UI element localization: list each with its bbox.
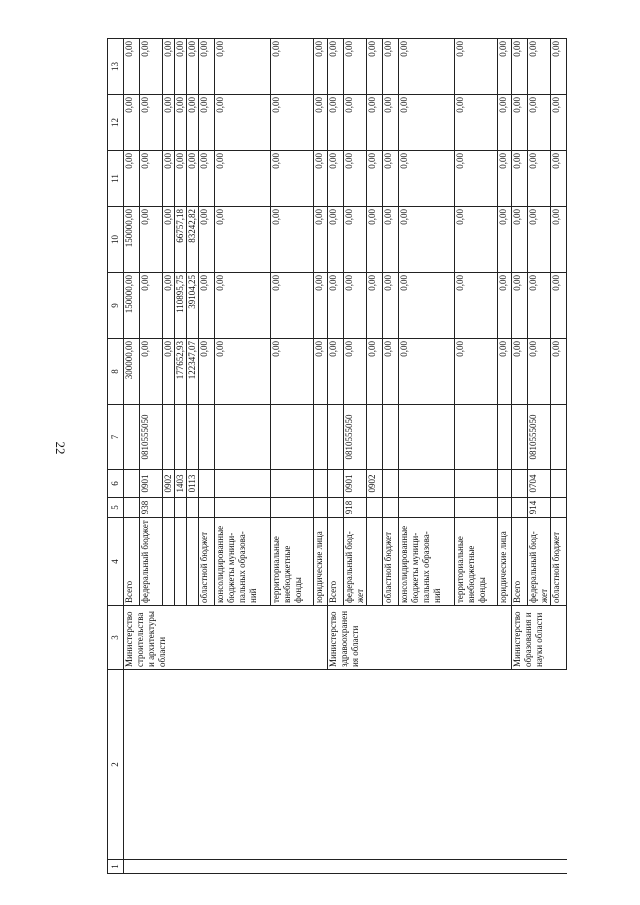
value-cell-v9: 0,00 (367, 273, 383, 339)
value-cell-v10: 0,00 (215, 207, 271, 273)
ministry-cell: Министерство здравоохранения области (328, 606, 512, 670)
value-cell-v9: 0,00 (328, 273, 344, 339)
rz-cell (498, 470, 512, 498)
rz-cell: 0704 (528, 470, 551, 498)
rz-cell: 0901 (344, 470, 367, 498)
grbs-cell (175, 498, 187, 518)
value-cell-v13: 0,00 (344, 39, 367, 95)
col-number: 7 (108, 405, 124, 470)
rz-cell: 0901 (140, 470, 163, 498)
csr-cell (124, 405, 140, 470)
value-cell-v9: 0,00 (455, 273, 498, 339)
value-cell-v12: 0,00 (199, 95, 215, 151)
value-cell-v8: 0,00 (344, 339, 367, 405)
value-cell-v12: 0,00 (498, 95, 512, 151)
value-cell-v9: 0,00 (551, 273, 567, 339)
value-cell-v12: 0,00 (344, 95, 367, 151)
value-cell-v11: 0,00 (383, 151, 399, 207)
source-cell: федеральный бюд-жет (344, 518, 367, 606)
value-cell-v12: 0,00 (314, 95, 328, 151)
value-cell-v11: 0,00 (344, 151, 367, 207)
rz-cell (399, 470, 455, 498)
col-2-cell (124, 670, 567, 860)
value-cell-v11: 0,00 (551, 151, 567, 207)
value-cell-v12: 0,00 (124, 95, 140, 151)
value-cell-v13: 0,00 (199, 39, 215, 95)
value-cell-v12: 0,00 (512, 95, 528, 151)
value-cell-v8: 0,00 (551, 339, 567, 405)
csr-cell (367, 405, 383, 470)
csr-cell: 0810555050 (140, 405, 163, 470)
value-cell-v13: 0,00 (163, 39, 175, 95)
col-number: 6 (108, 470, 124, 498)
grbs-cell (314, 498, 328, 518)
value-cell-v10: 0,00 (163, 207, 175, 273)
csr-cell (328, 405, 344, 470)
source-cell (367, 518, 383, 606)
value-cell-v11: 0,00 (271, 151, 314, 207)
csr-cell: 0810555050 (344, 405, 367, 470)
grbs-cell (199, 498, 215, 518)
grbs-cell (328, 498, 344, 518)
source-cell: юридические лица (498, 518, 512, 606)
value-cell-v8: 0,00 (271, 339, 314, 405)
value-cell-v11: 0,00 (512, 151, 528, 207)
source-cell (187, 518, 199, 606)
grbs-cell (163, 498, 175, 518)
col-number: 2 (108, 670, 124, 860)
page-number: 22 (53, 441, 68, 455)
value-cell-v12: 0,00 (328, 95, 344, 151)
csr-cell (314, 405, 328, 470)
source-cell: областной бюджет (551, 518, 567, 606)
value-cell-v8: 0,00 (199, 339, 215, 405)
value-cell-v13: 0,00 (383, 39, 399, 95)
value-cell-v10: 0,00 (528, 207, 551, 273)
grbs-cell (215, 498, 271, 518)
value-cell-v10: 0,00 (199, 207, 215, 273)
value-cell-v13: 0,00 (215, 39, 271, 95)
source-cell: Всего (328, 518, 344, 606)
source-cell: федеральный бюджет (140, 518, 163, 606)
rz-cell (199, 470, 215, 498)
value-cell-v8: 0,00 (383, 339, 399, 405)
value-cell-v11: 0,00 (163, 151, 175, 207)
value-cell-v8: 300000,00 (124, 339, 140, 405)
csr-cell (383, 405, 399, 470)
source-cell: федеральный бюд-жет (528, 518, 551, 606)
value-cell-v13: 0,00 (124, 39, 140, 95)
value-cell-v12: 0,00 (528, 95, 551, 151)
value-cell-v8: 0,00 (314, 339, 328, 405)
table-row (124, 39, 140, 874)
csr-cell (551, 405, 567, 470)
source-cell: областной бюджет (199, 518, 215, 606)
table-viewport (107, 39, 561, 874)
value-cell-v10: 0,00 (367, 207, 383, 273)
value-cell-v8: 0,00 (163, 339, 175, 405)
grbs-cell (367, 498, 383, 518)
value-cell-v12: 0,00 (399, 95, 455, 151)
csr-cell (175, 405, 187, 470)
source-cell: территориальные внебюджетные фонды (271, 518, 314, 606)
source-cell (163, 518, 175, 606)
col-number: 3 (108, 606, 124, 670)
value-cell-v10: 0,00 (512, 207, 528, 273)
rz-cell (215, 470, 271, 498)
value-cell-v10: 0,00 (383, 207, 399, 273)
value-cell-v10: 0,00 (399, 207, 455, 273)
grbs-cell (271, 498, 314, 518)
value-cell-v13: 0,00 (140, 39, 163, 95)
grbs-cell (383, 498, 399, 518)
col-number: 11 (108, 151, 124, 207)
csr-cell (163, 405, 175, 470)
value-cell-v9: 39104,25 (187, 273, 199, 339)
csr-cell (187, 405, 199, 470)
table-body (108, 39, 567, 874)
rz-cell (124, 470, 140, 498)
value-cell-v10: 0,00 (328, 207, 344, 273)
value-cell-v12: 0,00 (140, 95, 163, 151)
source-cell: территориальные внебюджетные фонды (455, 518, 498, 606)
value-cell-v8: 0,00 (399, 339, 455, 405)
grbs-cell: 938 (140, 498, 163, 518)
value-cell-v9: 0,00 (163, 273, 175, 339)
value-cell-v13: 0,00 (455, 39, 498, 95)
value-cell-v11: 0,00 (498, 151, 512, 207)
grbs-cell (498, 498, 512, 518)
rz-cell: 0113 (187, 470, 199, 498)
value-cell-v12: 0,00 (163, 95, 175, 151)
col-number: 12 (108, 95, 124, 151)
value-cell-v12: 0,00 (187, 95, 199, 151)
source-cell: областной бюджет (383, 518, 399, 606)
value-cell-v12: 0,00 (367, 95, 383, 151)
col-number: 4 (108, 518, 124, 606)
value-cell-v11: 0,00 (328, 151, 344, 207)
value-cell-v12: 0,00 (215, 95, 271, 151)
value-cell-v10: 0,00 (551, 207, 567, 273)
rz-cell (455, 470, 498, 498)
value-cell-v13: 0,00 (551, 39, 567, 95)
value-cell-v13: 0,00 (528, 39, 551, 95)
column-number-row (108, 39, 124, 874)
csr-cell (399, 405, 455, 470)
source-cell: Всего (124, 518, 140, 606)
value-cell-v9: 0,00 (215, 273, 271, 339)
budget-table (107, 38, 567, 874)
csr-cell (512, 405, 528, 470)
value-cell-v10: 0,00 (140, 207, 163, 273)
grbs-cell (455, 498, 498, 518)
value-cell-v8: 0,00 (498, 339, 512, 405)
col-1-cell (124, 860, 567, 874)
value-cell-v10: 83242,82 (187, 207, 199, 273)
csr-cell: 0810555050 (528, 405, 551, 470)
value-cell-v13: 0,00 (314, 39, 328, 95)
value-cell-v9: 0,00 (498, 273, 512, 339)
grbs-cell (512, 498, 528, 518)
value-cell-v12: 0,00 (455, 95, 498, 151)
col-number: 9 (108, 273, 124, 339)
grbs-cell (187, 498, 199, 518)
value-cell-v11: 0,00 (140, 151, 163, 207)
csr-cell (199, 405, 215, 470)
value-cell-v9: 0,00 (344, 273, 367, 339)
col-number: 5 (108, 498, 124, 518)
grbs-cell: 914 (528, 498, 551, 518)
value-cell-v13: 0,00 (271, 39, 314, 95)
value-cell-v13: 0,00 (187, 39, 199, 95)
value-cell-v11: 0,00 (215, 151, 271, 207)
value-cell-v11: 0,00 (175, 151, 187, 207)
rz-cell: 0902 (367, 470, 383, 498)
rotated-table-container (107, 39, 561, 874)
rz-cell (314, 470, 328, 498)
value-cell-v9: 110895,75 (175, 273, 187, 339)
value-cell-v13: 0,00 (367, 39, 383, 95)
csr-cell (498, 405, 512, 470)
value-cell-v13: 0,00 (498, 39, 512, 95)
col-number: 1 (108, 860, 124, 874)
value-cell-v9: 0,00 (512, 273, 528, 339)
value-cell-v9: 0,00 (528, 273, 551, 339)
value-cell-v9: 0,00 (271, 273, 314, 339)
ministry-cell: Министерство образования и науки области (512, 606, 567, 670)
csr-cell (455, 405, 498, 470)
value-cell-v12: 0,00 (271, 95, 314, 151)
value-cell-v12: 0,00 (175, 95, 187, 151)
rz-cell (383, 470, 399, 498)
value-cell-v8: 0,00 (215, 339, 271, 405)
rz-cell: 0902 (163, 470, 175, 498)
value-cell-v10: 0,00 (344, 207, 367, 273)
col-number: 13 (108, 39, 124, 95)
value-cell-v9: 0,00 (314, 273, 328, 339)
col-number: 8 (108, 339, 124, 405)
value-cell-v11: 0,00 (367, 151, 383, 207)
value-cell-v13: 0,00 (399, 39, 455, 95)
value-cell-v11: 0,00 (187, 151, 199, 207)
value-cell-v13: 0,00 (328, 39, 344, 95)
value-cell-v10: 0,00 (498, 207, 512, 273)
value-cell-v8: 0,00 (455, 339, 498, 405)
rz-cell (328, 470, 344, 498)
value-cell-v10: 0,00 (314, 207, 328, 273)
csr-cell (215, 405, 271, 470)
source-cell: консолидированные бюджеты муници-пальных образова-ний (399, 518, 455, 606)
value-cell-v10: 0,00 (271, 207, 314, 273)
value-cell-v13: 0,00 (175, 39, 187, 95)
value-cell-v11: 0,00 (124, 151, 140, 207)
value-cell-v11: 0,00 (314, 151, 328, 207)
grbs-cell (399, 498, 455, 518)
col-number: 10 (108, 207, 124, 273)
value-cell-v9: 0,00 (140, 273, 163, 339)
value-cell-v8: 0,00 (367, 339, 383, 405)
source-cell: юридические лица (314, 518, 328, 606)
source-cell: Всего (512, 518, 528, 606)
value-cell-v12: 0,00 (383, 95, 399, 151)
rz-cell: 1403 (175, 470, 187, 498)
source-cell: консолидированные бюджеты муници-пальных образова-ний (215, 518, 271, 606)
value-cell-v11: 0,00 (399, 151, 455, 207)
rz-cell (271, 470, 314, 498)
source-cell (175, 518, 187, 606)
value-cell-v11: 0,00 (199, 151, 215, 207)
value-cell-v10: 66757,18 (175, 207, 187, 273)
value-cell-v8: 0,00 (140, 339, 163, 405)
value-cell-v11: 0,00 (455, 151, 498, 207)
value-cell-v11: 0,00 (528, 151, 551, 207)
value-cell-v8: 177652,93 (175, 339, 187, 405)
value-cell-v9: 150000,00 (124, 273, 140, 339)
grbs-cell: 918 (344, 498, 367, 518)
grbs-cell (124, 498, 140, 518)
value-cell-v9: 0,00 (199, 273, 215, 339)
value-cell-v9: 0,00 (383, 273, 399, 339)
value-cell-v12: 0,00 (551, 95, 567, 151)
value-cell-v8: 122347,07 (187, 339, 199, 405)
csr-cell (271, 405, 314, 470)
value-cell-v8: 0,00 (528, 339, 551, 405)
ministry-cell: Министерство строительства и архитектуры области (124, 606, 328, 670)
value-cell-v10: 0,00 (455, 207, 498, 273)
grbs-cell (551, 498, 567, 518)
value-cell-v10: 150000,00 (124, 207, 140, 273)
value-cell-v8: 0,00 (512, 339, 528, 405)
rz-cell (551, 470, 567, 498)
value-cell-v8: 0,00 (328, 339, 344, 405)
rz-cell (512, 470, 528, 498)
value-cell-v13: 0,00 (512, 39, 528, 95)
value-cell-v9: 0,00 (399, 273, 455, 339)
